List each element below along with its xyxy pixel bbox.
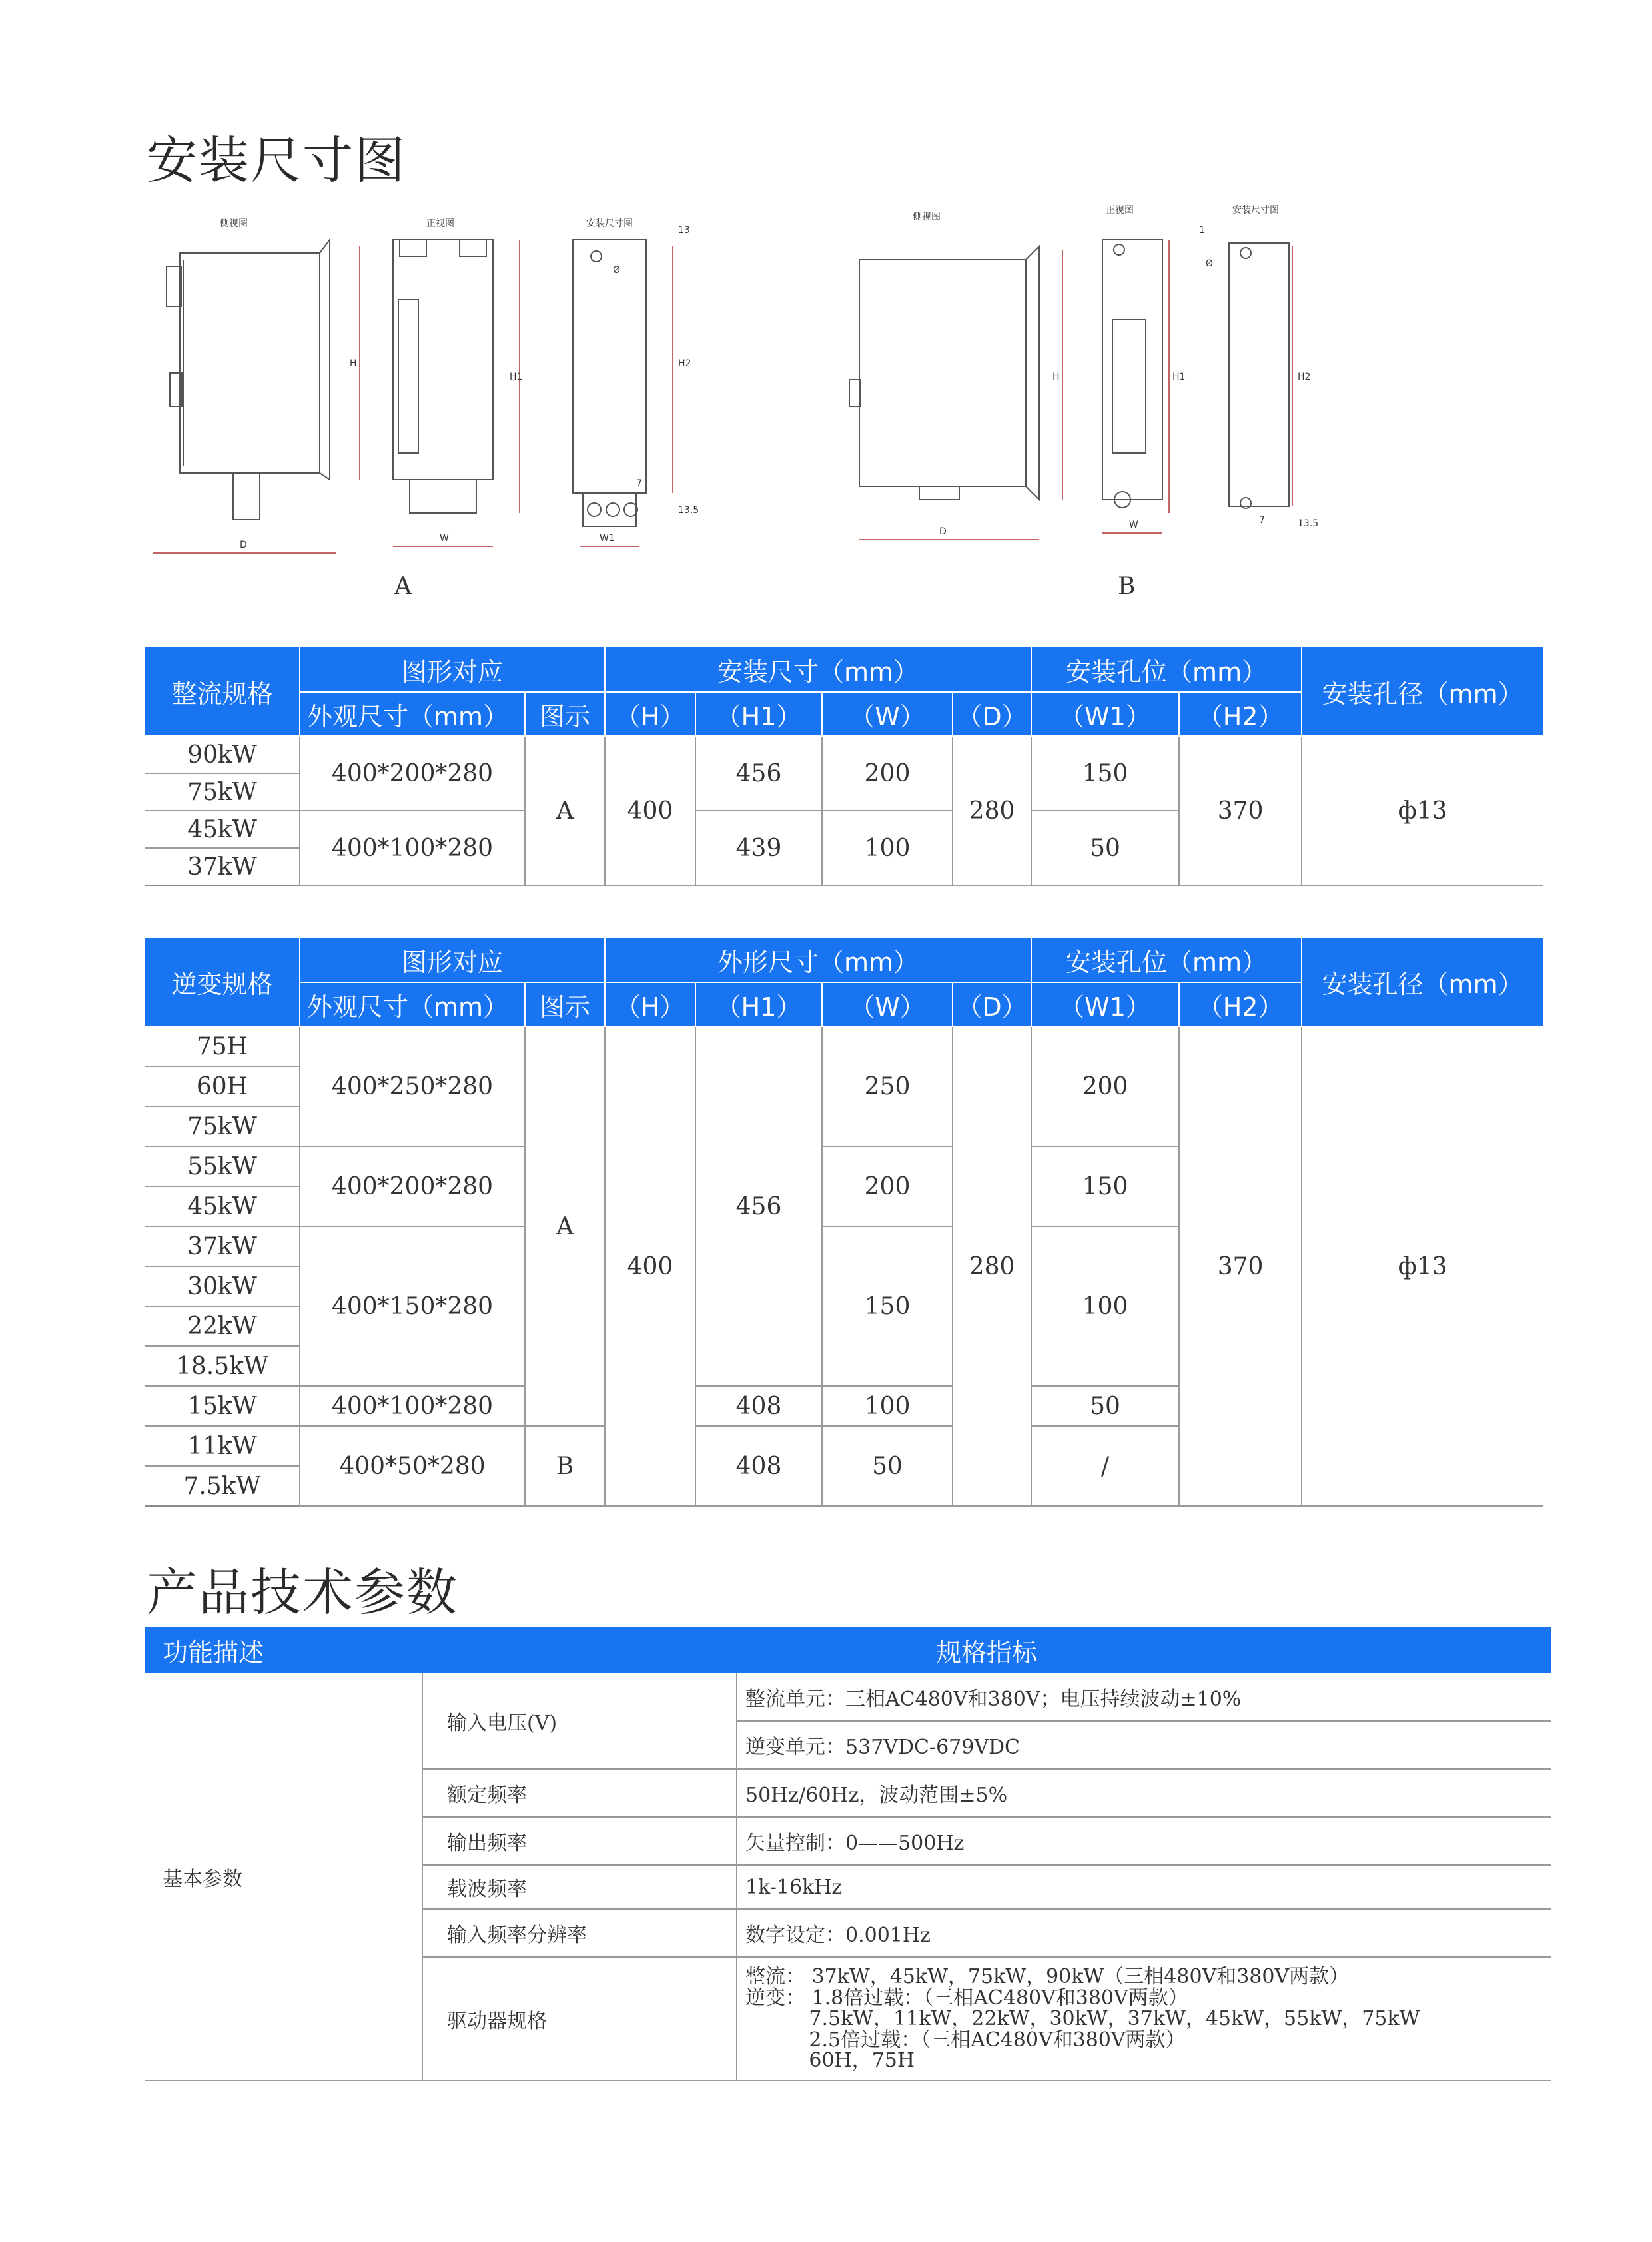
inv-header-w: （W） xyxy=(822,982,953,1026)
rect-fig: A xyxy=(525,736,605,885)
inv-spec: 37kW xyxy=(145,1226,300,1266)
rect-outer: 400*100*280 xyxy=(300,811,525,885)
rectifier-table xyxy=(145,646,1543,886)
drive-line: 60H，75H xyxy=(745,2049,915,2073)
rect-w1: 150 xyxy=(1031,736,1179,811)
inv-header-hole: 安装孔位（mm） xyxy=(1031,937,1302,982)
drawing-a-dim-h1: H1 xyxy=(510,372,523,382)
drawing-b-dim-h2: H2 xyxy=(1298,372,1311,382)
inv-w: 150 xyxy=(822,1226,953,1386)
inv-h: 400 xyxy=(605,1026,695,1506)
drawing-b-dim-d: D xyxy=(939,526,947,537)
tech-row-name: 输入频率分辨率 xyxy=(422,1909,737,1957)
drive-line: 2.5倍过载：（三相AC480V和380V两款） xyxy=(745,2028,1186,2052)
rect-header-fig: 图示 xyxy=(525,692,605,736)
rect-w: 100 xyxy=(822,811,953,885)
inv-w1: 100 xyxy=(1031,1226,1179,1386)
inv-spec: 11kW xyxy=(145,1426,300,1466)
rect-w: 200 xyxy=(822,736,953,811)
tech-row-value: 数字设定：0.001Hz xyxy=(737,1909,1551,1957)
tech-row-name: 驱动器规格 xyxy=(422,1957,737,2081)
inv-header-shape: 图形对应 xyxy=(300,937,605,982)
inv-header-spec: 逆变规格 xyxy=(145,937,300,1026)
tech-table xyxy=(145,1627,1551,2081)
rect-header-h2: （H2） xyxy=(1179,692,1302,736)
tech-title: 产品技术参数 xyxy=(147,1563,458,1622)
inv-w1: 200 xyxy=(1031,1026,1179,1146)
inv-header-fig: 图示 xyxy=(525,982,605,1026)
rect-header-install: 安装尺寸（mm） xyxy=(605,647,1031,692)
rect-spec: 90kW xyxy=(145,736,300,773)
inv-header-h2: （H2） xyxy=(1179,982,1302,1026)
drawing-a-dim-top: 13 xyxy=(678,225,690,236)
inv-spec: 55kW xyxy=(145,1146,300,1186)
inv-spec: 45kW xyxy=(145,1186,300,1226)
drawing-b-label: B xyxy=(1118,573,1136,600)
drawing-a xyxy=(147,200,733,573)
inv-header-h1: （H1） xyxy=(695,982,822,1026)
rect-d: 280 xyxy=(953,736,1031,885)
rect-header-spec: 整流规格 xyxy=(145,647,300,736)
drawing-a-view-install: 安装尺寸图 xyxy=(586,218,633,229)
drawing-b-dim-bottom: 13.5 xyxy=(1298,518,1319,529)
inv-w: 200 xyxy=(822,1146,953,1226)
rect-spec: 37kW xyxy=(145,848,300,885)
rect-header-h: （H） xyxy=(605,692,695,736)
rect-header-d: （D） xyxy=(953,692,1031,736)
drive-line: 逆变： 1.8倍过载：（三相AC480V和380V两款） xyxy=(745,1986,1188,2010)
tech-row-drive-lines xyxy=(737,1957,1551,2081)
rect-header-shape: 图形对应 xyxy=(300,647,605,692)
drawing-a-dim-h2: H2 xyxy=(678,358,691,369)
inv-h1: 408 xyxy=(695,1386,822,1426)
drawing-b-dim-w: W xyxy=(1129,520,1138,530)
inv-h1: 408 xyxy=(695,1426,822,1506)
inv-w1: 50 xyxy=(1031,1386,1179,1426)
tech-row-value: 逆变单元：537VDC-679VDC xyxy=(737,1721,1551,1769)
tech-row-value: 50Hz/60Hz，波动范围±5% xyxy=(737,1769,1551,1817)
inv-outer: 400*250*280 xyxy=(300,1026,525,1146)
drawing-a-dim-w1: W1 xyxy=(600,533,615,544)
inv-spec: 22kW xyxy=(145,1306,300,1346)
rect-header-dia: 安装孔径（mm） xyxy=(1302,647,1543,736)
rect-spec: 75kW xyxy=(145,773,300,811)
drawing-b-dim-top: 1 xyxy=(1199,225,1205,236)
drawing-a-dim-w: W xyxy=(440,533,449,544)
tech-row-name: 载波频率 xyxy=(422,1865,737,1909)
drawing-b xyxy=(839,193,1346,566)
tech-row-name: 额定频率 xyxy=(422,1769,737,1817)
inv-header-h: （H） xyxy=(605,982,695,1026)
inv-d: 280 xyxy=(953,1026,1031,1506)
inv-spec: 7.5kW xyxy=(145,1466,300,1506)
inv-outer: 400*200*280 xyxy=(300,1146,525,1226)
tech-row-value: 矢量控制：0——500Hz xyxy=(737,1817,1551,1865)
inv-h2: 370 xyxy=(1179,1026,1302,1506)
rect-w1: 50 xyxy=(1031,811,1179,885)
rect-h2: 370 xyxy=(1179,736,1302,885)
drawing-b-dim-h: H xyxy=(1052,372,1060,382)
install-title: 安装尺寸图 xyxy=(147,131,406,190)
rect-spec: 45kW xyxy=(145,811,300,848)
inv-h1: 456 xyxy=(695,1026,822,1386)
drawing-b-dim-dia: Ø xyxy=(1206,258,1214,269)
inv-header-dia: 安装孔径（mm） xyxy=(1302,937,1543,1026)
inv-spec: 30kW xyxy=(145,1266,300,1306)
tech-group: 基本参数 xyxy=(145,1673,422,2081)
drawing-b-dim-hole: 7 xyxy=(1259,515,1265,526)
tech-row-name: 输入电压(V) xyxy=(422,1673,737,1769)
drawing-a-dim-d: D xyxy=(240,540,247,550)
inv-outer: 400*150*280 xyxy=(300,1226,525,1386)
drive-line: 整流： 37kW，45kW，75kW，90kW（三相480V和380V两款） xyxy=(745,1965,1350,1989)
rect-header-outer: 外观尺寸（mm） xyxy=(300,692,525,736)
inv-spec: 18.5kW xyxy=(145,1346,300,1386)
inv-header-d: （D） xyxy=(953,982,1031,1026)
drawing-a-dim-h: H xyxy=(350,358,357,369)
rect-header-hole: 安装孔位（mm） xyxy=(1031,647,1302,692)
inv-outer: 400*100*280 xyxy=(300,1386,525,1426)
inv-spec: 75H xyxy=(145,1026,300,1066)
drawing-a-view-front: 正视图 xyxy=(426,218,454,229)
inv-spec: 75kW xyxy=(145,1106,300,1146)
rect-h1: 456 xyxy=(695,736,822,811)
tech-header-func: 功能描述 xyxy=(145,1627,422,1673)
tech-header-spec: 规格指标 xyxy=(422,1627,1551,1673)
drawing-a-view-side: 侧视图 xyxy=(220,218,248,229)
inv-spec: 15kW xyxy=(145,1386,300,1426)
rect-header-w: （W） xyxy=(822,692,953,736)
inv-w: 100 xyxy=(822,1386,953,1426)
inv-w1: / xyxy=(1031,1426,1179,1506)
inv-fig-b: B xyxy=(525,1426,605,1506)
inv-header-outer: 外观尺寸（mm） xyxy=(300,982,525,1026)
rect-h1: 439 xyxy=(695,811,822,885)
drive-line: 7.5kW，11kW，22kW，30kW，37kW，45kW，55kW，75kW xyxy=(745,2007,1420,2031)
drawing-a-dim-hole: 7 xyxy=(636,478,642,489)
drawing-b-view-install: 安装尺寸图 xyxy=(1232,205,1279,216)
inv-header-w1: （W1） xyxy=(1031,982,1179,1026)
rect-header-h1: （H1） xyxy=(695,692,822,736)
inverter-table xyxy=(145,936,1543,1507)
inv-header-outline: 外形尺寸（mm） xyxy=(605,937,1031,982)
inv-w: 250 xyxy=(822,1026,953,1146)
inv-w: 50 xyxy=(822,1426,953,1506)
inv-fig-a: A xyxy=(525,1026,605,1426)
rect-dia: ф13 xyxy=(1302,736,1543,885)
inv-outer: 400*50*280 xyxy=(300,1426,525,1506)
tech-row-value: 1k-16kHz xyxy=(737,1865,1551,1909)
tech-row-name: 输出频率 xyxy=(422,1817,737,1865)
drawing-b-view-side: 侧视图 xyxy=(913,212,941,222)
rect-outer: 400*200*280 xyxy=(300,736,525,811)
inv-dia: ф13 xyxy=(1302,1026,1543,1506)
drawing-a-label: A xyxy=(394,573,412,600)
drawing-b-view-front: 正视图 xyxy=(1106,205,1134,216)
inv-w1: 150 xyxy=(1031,1146,1179,1226)
rect-h: 400 xyxy=(605,736,695,885)
drawing-b-dim-h1: H1 xyxy=(1172,372,1186,382)
tech-row-value: 整流单元：三相AC480V和380V；电压持续波动±10% xyxy=(737,1673,1551,1721)
rect-header-w1: （W1） xyxy=(1031,692,1179,736)
drawing-a-dim-dia: Ø xyxy=(613,265,621,276)
drawing-a-dim-bottom: 13.5 xyxy=(678,505,699,516)
inv-spec: 60H xyxy=(145,1066,300,1106)
